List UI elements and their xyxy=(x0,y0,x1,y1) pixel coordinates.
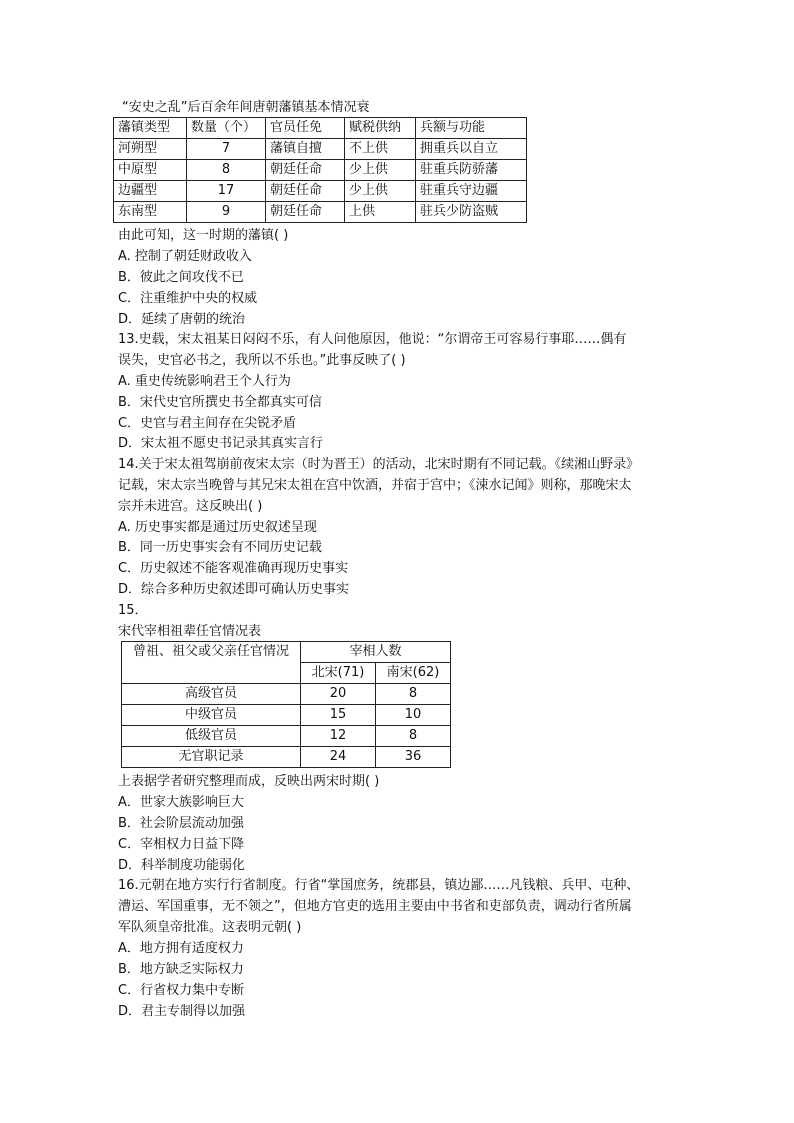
q14-option-d: D．综合多种历史叙述即可确认历史事实 xyxy=(118,582,350,597)
table-cell: 20 xyxy=(301,684,376,705)
q14-stem-line: 记载，宋太宗当晚曾与其兄宋太祖在宫中饮酒，并宿于宫中；《涑水记闻》则称，那晚宋太 xyxy=(118,478,632,493)
q15-table-title: 宋代宰相祖辈任官情况表 xyxy=(118,624,262,639)
table-cell: 驻兵少防盗贼 xyxy=(416,202,527,223)
q14-option-b: B．同一历史事实会有不同历史记载 xyxy=(118,540,322,555)
header-cell: 数量（个） xyxy=(187,118,266,139)
table-row xyxy=(114,202,527,223)
q14-option-a: A. 历史事实都是通过历史叙述呈现 xyxy=(118,520,317,535)
header-cell: 兵额与功能 xyxy=(416,118,527,139)
q13-stem-line: 13.史载，宋太祖某日闷闷不乐，有人问他原因，他说：“尔谓帝王可容易行事耶……偶有 xyxy=(118,332,627,347)
q14-option-c: C．历史叙述不能客观准确再现历史事实 xyxy=(118,561,349,576)
table-cell: 36 xyxy=(376,747,451,768)
table-cell: 东南型 xyxy=(114,202,187,223)
table-header-row xyxy=(122,642,451,663)
q16-option-a: A．地方拥有适度权力 xyxy=(118,941,244,956)
table-cell: 9 xyxy=(187,202,266,223)
fanzhen-table xyxy=(113,117,527,223)
q16-option-b: B．地方缺乏实际权力 xyxy=(118,962,244,977)
table-row xyxy=(114,139,527,160)
q13-option-c: C．史官与君主间存在尖锐矛盾 xyxy=(118,416,297,431)
table-row xyxy=(114,181,527,202)
table-row xyxy=(122,705,451,726)
q16-stem-line: 军队须皇帝批准。这表明元朝( ) xyxy=(118,920,302,935)
header-cell: 赋税供纳 xyxy=(345,118,416,139)
table-row xyxy=(122,747,451,768)
table-cell: 17 xyxy=(187,181,266,202)
table-cell: 上供 xyxy=(345,202,416,223)
q13-stem-line: 误失，史官必书之，我所以不乐也。”此事反映了( ) xyxy=(118,353,406,368)
table-cell: 8 xyxy=(187,160,266,181)
table-row xyxy=(114,160,527,181)
table-cell: 少上供 xyxy=(345,160,416,181)
table-cell: 藩镇自擅 xyxy=(266,139,345,160)
table-cell: 朝廷任命 xyxy=(266,181,345,202)
table-cell: 中级官员 xyxy=(122,705,301,726)
table-cell: 朝廷任命 xyxy=(266,160,345,181)
table-cell: 24 xyxy=(301,747,376,768)
header-cell: 南宋(62) xyxy=(376,663,451,684)
q12-stem: 由此可知，这一时期的藩镇( ) xyxy=(118,228,289,243)
header-cell: 官员任免 xyxy=(266,118,345,139)
q15-option-c: C．宰相权力日益下降 xyxy=(118,837,245,852)
q12-option-c: C．注重维护中央的权威 xyxy=(118,291,258,306)
table-cell: 边疆型 xyxy=(114,181,187,202)
q15-number: 15． xyxy=(118,603,148,618)
q15-stem: 上表据学者研究整理而成，反映出两宋时期( ) xyxy=(118,774,380,789)
table-row xyxy=(122,726,451,747)
q15-option-d: D．科举制度功能弱化 xyxy=(118,858,246,873)
header-cell: 藩镇类型 xyxy=(114,118,187,139)
table-row xyxy=(122,684,451,705)
table-cell: 低级官员 xyxy=(122,726,301,747)
q16-stem-line: 16.元朝在地方实行行省制度。行省“掌国庶务，统郡县，镇边鄙……凡钱粮、兵甲、屯种、 xyxy=(118,878,640,893)
q14-stem-line: 14.关于宋太祖驾崩前夜宋太宗（时为晋王）的活动，北宋时期有不同记载。《续湘山野录》 xyxy=(118,457,640,472)
table-cell: 驻重兵防骄藩 xyxy=(416,160,527,181)
header-group-cell: 宰相人数 xyxy=(301,642,451,663)
table1-title: “安史之乱”后百余年间唐朝藩镇基本情况衰 xyxy=(122,100,370,115)
q16-stem-line: 漕运、军国重事，无不领之”，但地方官吏的选用主要由中书省和吏部负责，调动行省所属 xyxy=(118,899,632,914)
table-cell: 河朔型 xyxy=(114,139,187,160)
table-cell: 不上供 xyxy=(345,139,416,160)
table-cell: 少上供 xyxy=(345,181,416,202)
q12-option-a: A. 控制了朝廷财政收入 xyxy=(118,249,252,264)
table-cell: 8 xyxy=(376,684,451,705)
q13-option-b: B．宋代史官所撰史书全都真实可信 xyxy=(118,395,322,410)
table-cell: 8 xyxy=(376,726,451,747)
table-cell: 朝廷任命 xyxy=(266,202,345,223)
table-cell: 10 xyxy=(376,705,451,726)
q14-stem-line: 宗并未进宫。这反映出( ) xyxy=(118,499,263,514)
q12-option-b: B．彼此之间攻伐不已 xyxy=(118,270,244,285)
q15-option-b: B．社会阶层流动加强 xyxy=(118,816,244,831)
table-cell: 高级官员 xyxy=(122,684,301,705)
q13-option-d: D．宋太祖不愿史书记录其真实言行 xyxy=(118,436,324,451)
q13-option-a: A. 重史传统影响君王个人行为 xyxy=(118,374,291,389)
table-cell: 7 xyxy=(187,139,266,160)
table-header-row xyxy=(114,118,527,139)
chancellor-table xyxy=(121,641,451,768)
q15-option-a: A．世家大族影响巨大 xyxy=(118,795,244,810)
q12-option-d: D．延续了唐朝的统治 xyxy=(118,312,246,327)
table-cell: 12 xyxy=(301,726,376,747)
table-cell: 驻重兵守边疆 xyxy=(416,181,527,202)
q16-option-d: D．君主专制得以加强 xyxy=(118,1004,246,1019)
header-cell: 北宋(71) xyxy=(301,663,376,684)
table-cell: 15 xyxy=(301,705,376,726)
q16-option-c: C．行省权力集中专断 xyxy=(118,983,245,998)
table-cell: 中原型 xyxy=(114,160,187,181)
table-cell: 拥重兵以自立 xyxy=(416,139,527,160)
table-cell: 无官职记录 xyxy=(122,747,301,768)
header-cell: 曾祖、祖父或父亲任官情况 xyxy=(122,642,301,684)
